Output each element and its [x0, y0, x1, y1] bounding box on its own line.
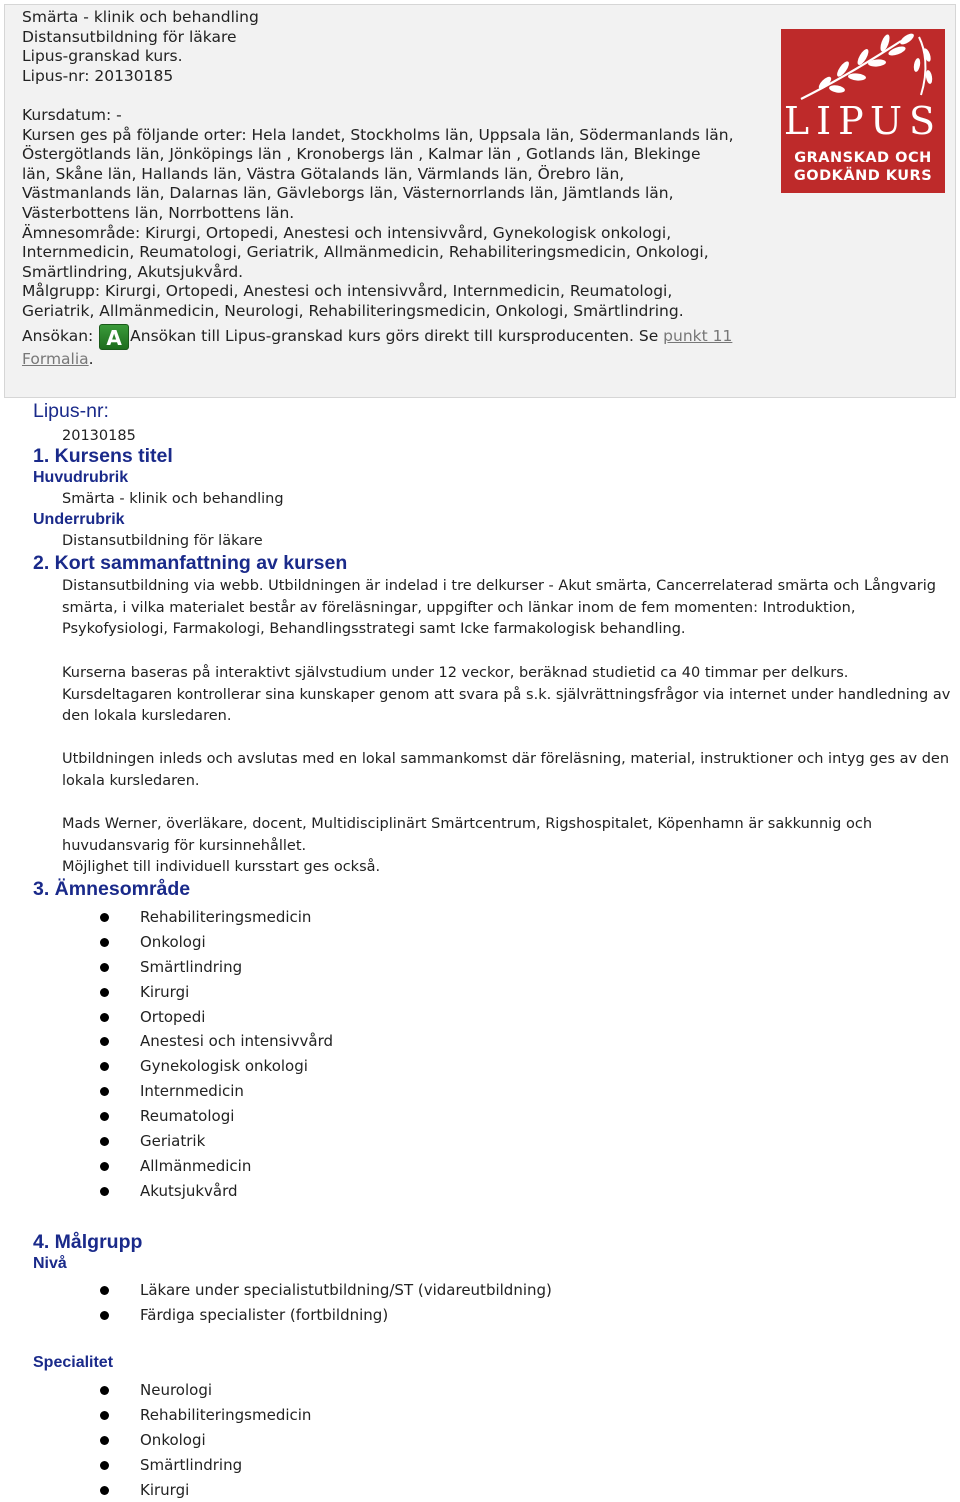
list-item: Kirurgi	[140, 980, 333, 1005]
list-item: Onkologi	[140, 1428, 311, 1453]
summary-line: Smärta - klinik och behandling	[22, 8, 259, 26]
summary-line: Lipus-granskad kurs.	[22, 47, 183, 66]
list-item: Internmedicin	[140, 1079, 333, 1104]
list-item: Färdiga specialister (fortbildning)	[140, 1303, 552, 1328]
summary-line: Smärtlindring, Akutsjukvård.	[22, 262, 244, 281]
underrubrik-label: Underrubrik	[33, 511, 125, 528]
niva-label: Nivå	[33, 1255, 67, 1272]
summary-line: Internmedicin, Reumatologi, Geriatrik, Allmänmedicin, Rehabiliteringsmedicin, Onkologi,	[22, 243, 709, 262]
summary-paragraph: Kurserna baseras på interaktivt självstudium under 12 veckor, beräknad studietid ca 40 timmar per delkurs. Kursdeltagaren kontrollerar sina kunskaper genom att svara på s.k. självrättningsfrågor via internet under handledning av den lokala kursledaren.	[62, 665, 951, 724]
list-item: Akutsjukvård	[140, 1179, 333, 1204]
summary-paragraph: Distansutbildning via webb. Utbildningen är indelad i tre delkurser - Akut smärta, Cancerrelaterad smärta och Långvarig smärta, i vilka materialet består av föreläsningar, uppgifter och länkar inom de fem momenten: Introduktion, Psykofysiologi, Farmakologi, Behandlingsstrategi samt Icke farmakologisk behandling.	[62, 578, 936, 637]
logo-brand-text: LIPUS	[783, 99, 943, 143]
ansokan-label: Ansökan:	[22, 326, 94, 345]
section-1-heading: 1. Kursens titel	[33, 445, 173, 467]
summary-line: Geriatrik, Allmänmedicin, Neurologi, Rehabiliteringsmedicin, Onkologi, Smärtlindring.	[22, 301, 684, 320]
summary-text	[22, 8, 782, 369]
list-item: Läkare under specialistutbildning/ST (vidareutbildning)	[140, 1278, 552, 1303]
logo-tagline-1: GRANSKAD OCH	[794, 150, 932, 166]
list-item: Onkologi	[140, 930, 333, 955]
summary-line: län, Skåne län, Hallands län, Västra Götalands län, Värmlands län, Örebro län,	[22, 164, 625, 183]
list-item: Smärtlindring	[140, 955, 333, 980]
section-4-heading: 4. Målgrupp	[33, 1231, 143, 1253]
application-icon[interactable]: A	[99, 324, 129, 350]
summary-line: Målgrupp: Kirurgi, Ortopedi, Anestesi och intensivvård, Internmedicin, Reumatologi,	[22, 282, 673, 301]
ansokan-end: .	[88, 349, 94, 368]
list-item: Allmänmedicin	[140, 1154, 333, 1179]
summary-line: Östergötlands län, Jönköpings län , Kronobergs län , Kalmar län , Gotlands län, Blekinge	[22, 145, 701, 164]
specialitet-label: Specialitet	[33, 1354, 114, 1371]
list-item: Reumatologi	[140, 1104, 333, 1129]
section-3-heading: 3. Ämnesområde	[33, 878, 191, 900]
logo-tagline-2: GODKÄND KURS	[793, 168, 933, 184]
summary-line: Kursdatum: -	[22, 105, 122, 124]
list-item: Rehabiliteringsmedicin	[140, 905, 333, 930]
huvudrubrik-label: Huvudrubrik	[33, 469, 129, 486]
summary-line: Lipus-nr: 20130185	[22, 66, 174, 85]
underrubrik-value: Distansutbildning för läkare	[62, 533, 263, 549]
list-item: Geriatrik	[140, 1129, 333, 1154]
course-summary-box	[4, 4, 956, 398]
lipus-nr-value: 20130185	[62, 428, 136, 444]
summary-paragraph: Utbildningen inleds och avslutas med en lokal sammankomst där föreläsning, material, instruktioner och intyg ges av den lokala kursledaren.	[62, 751, 950, 789]
summary-line: Distansutbildning för läkare	[22, 27, 237, 46]
section-2-heading: 2. Kort sammanfattning av kursen	[33, 552, 348, 574]
summary-paragraph: Mads Werner, överläkare, docent, Multidisciplinärt Smärtcentrum, Rigshospitalet, Köpenhamn är sakkunnig och huvudansvarig för kursinnehållet.	[62, 816, 873, 854]
punkt-11-link[interactable]: punkt 11	[663, 326, 733, 345]
summary-line: Kursen ges på följande orter: Hela landet, Stockholms län, Uppsala län, Södermanlands län,	[22, 125, 734, 144]
lipus-logo	[781, 29, 945, 193]
formalia-link[interactable]: Formalia	[22, 349, 89, 368]
ansokan-text: Ansökan till Lipus-granskad kurs görs direkt till kursproducenten. Se	[130, 326, 664, 345]
huvudrubrik-value: Smärta - klinik och behandling	[62, 491, 284, 507]
lipus-nr-heading: Lipus-nr:	[33, 400, 109, 422]
list-item: Neurologi	[140, 1378, 311, 1403]
level-list	[140, 1278, 552, 1328]
summary-blank-line	[22, 86, 782, 106]
summary-line: Västmanlands län, Dalarnas län, Gävleborgs län, Västernorrlands län, Jämtlands län,	[22, 184, 674, 203]
list-item: Kirurgi	[140, 1478, 311, 1502]
list-item: Smärtlindring	[140, 1453, 311, 1478]
summary-line: Västerbottens län, Norrbottens län.	[22, 203, 295, 222]
subject-area-list	[140, 905, 333, 1204]
list-item: Ortopedi	[140, 1005, 333, 1030]
list-item: Rehabiliteringsmedicin	[140, 1403, 311, 1428]
olive-branch-icon	[781, 29, 945, 103]
list-item: Anestesi och intensivvård	[140, 1029, 333, 1054]
specialty-list	[140, 1378, 311, 1502]
summary-line: Ämnesområde: Kirurgi, Ortopedi, Anestesi och intensivvård, Gynekologisk onkologi,	[22, 223, 672, 242]
summary-paragraph: Möjlighet till individuell kursstart ges också.	[62, 859, 381, 875]
list-item: Gynekologisk onkologi	[140, 1054, 333, 1079]
ansokan-row	[22, 324, 782, 370]
